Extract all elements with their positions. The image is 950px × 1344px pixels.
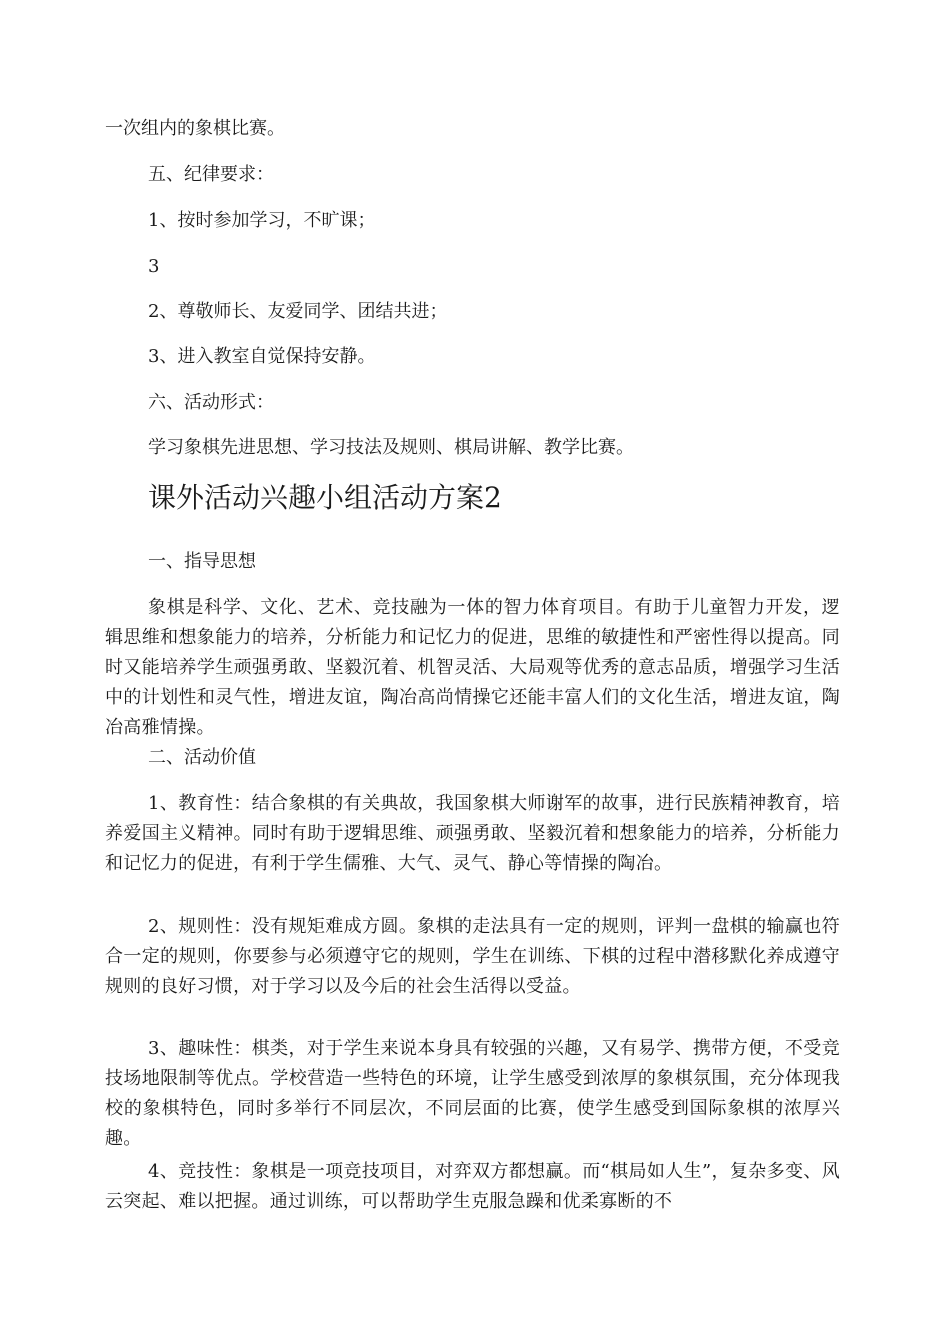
section5-item-3: 3、进入教室自觉保持安静。 bbox=[148, 346, 376, 367]
plan2-heading: 课外活动兴趣小组活动方案2 bbox=[148, 481, 502, 514]
section5-item-2: 2、尊敬师长、友爱同学、团结共进； bbox=[148, 301, 448, 322]
page-number: 3 bbox=[148, 256, 160, 277]
section6-body: 学习象棋先进思想、学习技法及规则、棋局讲解、教学比赛。 bbox=[148, 437, 634, 458]
value-competition-paragraph: 4、竞技性：象棋是一项竞技项目，对弈双方都想赢。而“棋局如人生”，复杂多变、风云突起、难以把握。通过训练，可以帮助学生克服急躁和优柔寡断的不 bbox=[105, 1161, 840, 1212]
plan2-section1-title: 一、指导思想 bbox=[148, 551, 256, 572]
value-education-paragraph: 1、教育性：结合象棋的有关典故，我国象棋大师谢军的故事，进行民族精神教育，培养爱国主义精神。同时有助于逻辑思维、顽强勇敢、坚毅沉着和想象能力的培养，分析能力和记忆力的促进，有利于学生儒雅、大气、灵气、静心等情操的陶冶。 bbox=[105, 793, 840, 874]
plan2-section1-body: 象棋是科学、文化、艺术、竞技融为一体的智力体育项目。有助于儿童智力开发，逻辑思维和想象能力的培养，分析能力和记忆力的促进，思维的敏捷性和严密性得以提高。同时又能培养学生顽强勇敢、坚毅沉着、机智灵活、大局观等优秀的意志品质，增强学习生活中的计划性和灵气性，增进友谊，陶冶高尚情操它还能丰富人们的文化生活，增进友谊，陶冶高雅情操。 bbox=[105, 597, 840, 738]
section6-title: 六、活动形式： bbox=[148, 392, 274, 413]
section5-title: 五、纪律要求： bbox=[148, 164, 274, 185]
plan2-section2-title: 二、活动价值 bbox=[148, 747, 256, 768]
continuation-text: 一次组内的象棋比赛。 bbox=[105, 118, 285, 139]
value-rules-paragraph: 2、规则性：没有规矩难成方圆。象棋的走法具有一定的规则，评判一盘棋的输赢也符合一定的规则，你要参与必须遵守它的规则，学生在训练、下棋的过程中潜移默化养成遵守规则的良好习惯，对于学习以及今后的社会生活得以受益。 bbox=[105, 916, 840, 997]
value-fun-paragraph: 3、趣味性：棋类，对于学生来说本身具有较强的兴趣，又有易学、携带方便，不受竞技场地限制等优点。学校营造一些特色的环境，让学生感受到浓厚的象棋氛围，充分体现我校的象棋特色，同时多举行不同层次，不同层面的比赛，使学生感受到国际象棋的浓厚兴趣。 bbox=[105, 1038, 840, 1149]
section5-item-1: 1、按时参加学习，不旷课； bbox=[148, 210, 376, 231]
